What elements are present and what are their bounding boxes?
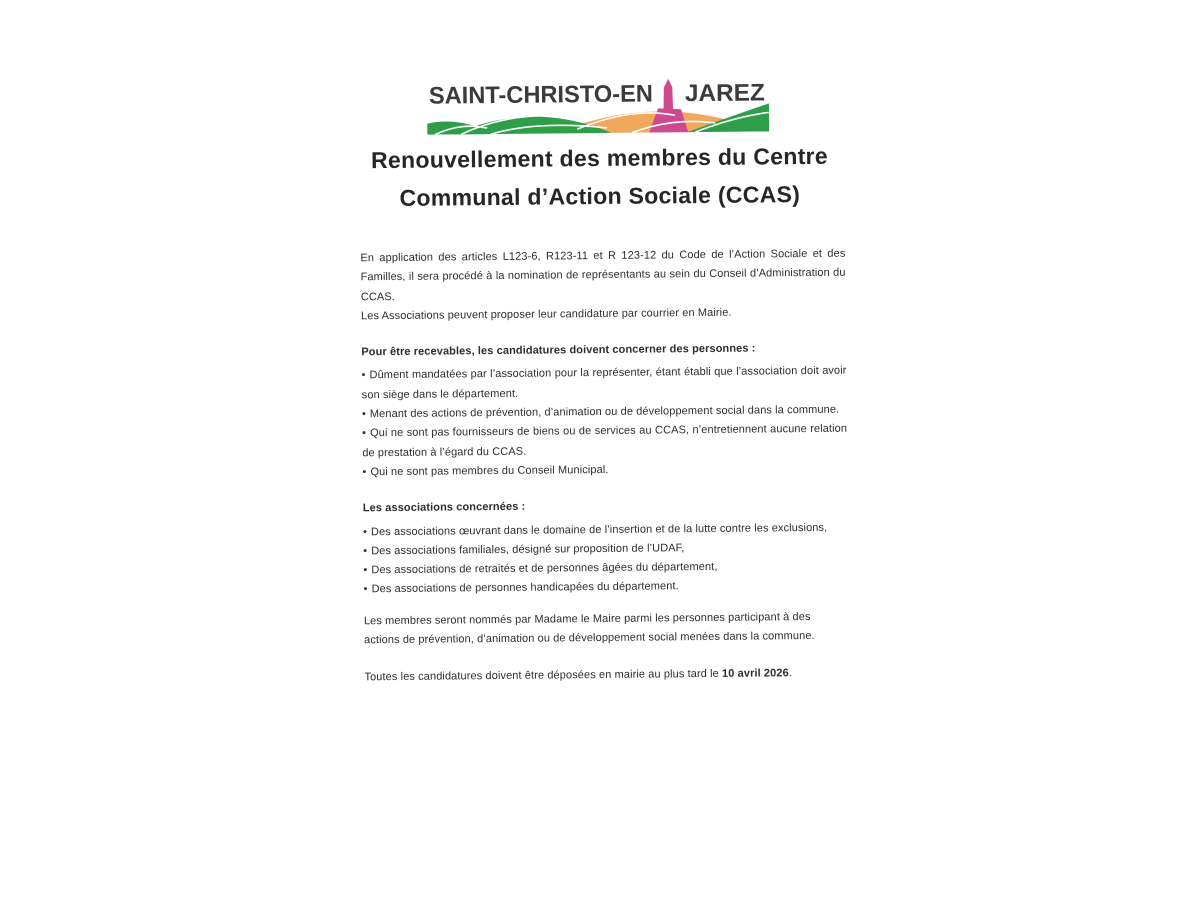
- deadline-prefix: Toutes les candidatures doivent être déposées en mairie au plus tard le: [364, 668, 723, 684]
- bullet-text: Des associations œuvrant dans le domaine de l’insertion et de la lutte contre les exclusions,: [370, 521, 828, 538]
- bullet-item-recevables-4: [362, 459, 847, 483]
- bullet-icon: •: [363, 545, 368, 558]
- logo-text-right: JAREZ: [684, 79, 764, 108]
- bullet-text: Qui ne sont pas fournisseurs de biens ou de services au CCAS, n’entretiennent aucune relation de prestation à l’égard du CCAS.: [362, 423, 848, 459]
- deadline-date: 10 avril 2026: [721, 667, 789, 681]
- document-body: [360, 245, 849, 688]
- bullet-icon: •: [361, 369, 366, 382]
- intro-paragraph-2: Les Associations peuvent proposer leur candidature par courrier en Mairie.: [360, 306, 732, 323]
- deadline-paragraph: [364, 664, 849, 688]
- bullet-icon: •: [362, 466, 367, 479]
- deadline-suffix: .: [788, 667, 792, 680]
- bullet-text: Des associations de retraités et de personnes âgées du département,: [371, 561, 718, 577]
- bullet-icon: •: [361, 408, 366, 421]
- bullet-text: Qui ne sont pas membres du Conseil Municipal.: [370, 463, 609, 479]
- bullet-text: Menant des actions de prévention, d’animation ou de développement social dans la commune.: [369, 403, 840, 421]
- section-heading-recevables: Pour être recevables, les candidatures doivent concerner des personnes :: [361, 342, 756, 359]
- bullet-icon: •: [363, 525, 368, 538]
- commune-logo-graphic: [427, 74, 770, 135]
- bullet-text: Des associations de personnes handicapées du département.: [371, 580, 679, 596]
- bullet-text: Des associations familiales, désigné sur proposition de l’UDAF,: [371, 542, 685, 558]
- page-title: [295, 137, 904, 218]
- bullet-item-recevables-3: [362, 420, 847, 463]
- bullet-icon: •: [363, 583, 368, 596]
- bullet-item-recevables-1: [361, 362, 846, 405]
- bullet-item-associations-4: [364, 576, 849, 600]
- bullet-icon: •: [362, 427, 367, 440]
- intro-paragraph-1: En application des articles L123-6, R123-11 et R 123-12 du Code de l’Action Sociale et des Familles, il sera procédé à la nomination de représentants au sein du Conseil d’Administration du CCAS.: [360, 247, 846, 303]
- commune-logo: [427, 74, 770, 135]
- bullet-text: Dûment mandatées par l’association pour la représenter, étant établi que l’association doit avoir son siège dans le département.: [361, 365, 847, 402]
- section-heading-associations: Les associations concernées :: [362, 500, 526, 515]
- nomination-paragraph: Les membres seront nommés par Madame le Maire parmi les personnes participant à des actions de prévention, d’animation ou de développement social menées dans la commune.: [363, 610, 815, 647]
- page-title-line-1: Renouvellement des membres du Centre: [370, 142, 829, 174]
- logo-text-left: SAINT-CHRISTO-EN: [428, 80, 657, 110]
- page-title-line-2: Communal d’Action Sociale (CCAS): [399, 180, 801, 211]
- church-steeple-icon: [663, 79, 673, 110]
- bullet-icon: •: [363, 564, 368, 577]
